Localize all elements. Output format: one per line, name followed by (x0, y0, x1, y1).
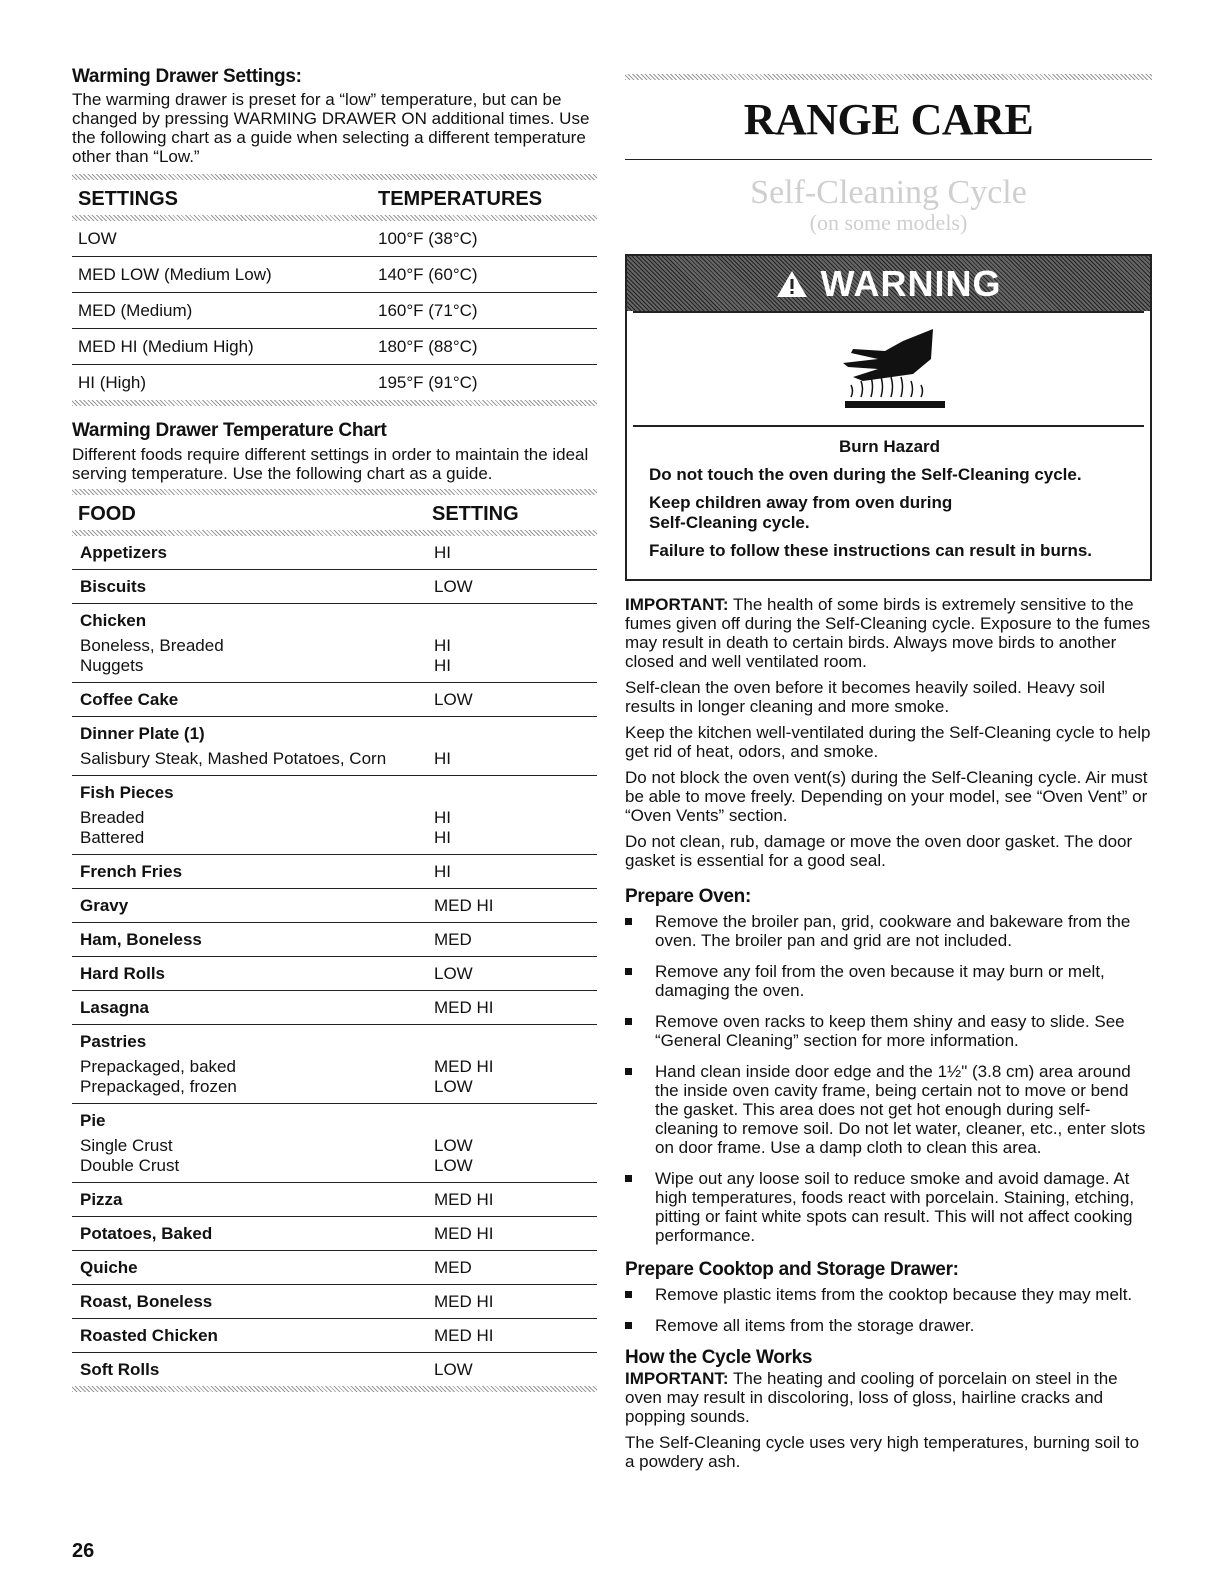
sub-row (80, 828, 593, 848)
table-row (72, 1285, 597, 1319)
table-row (72, 683, 597, 717)
list-item: Remove the broiler pan, grid, cookware and bakeware from the oven. The broiler pan and grid are not included. (625, 912, 1152, 950)
important-label: IMPORTANT: (625, 595, 729, 614)
temperature-cell: 195°F (91°C) (378, 373, 478, 392)
setting-cell: LOW (434, 964, 473, 983)
table-row (72, 293, 597, 329)
sub-row (80, 1136, 593, 1156)
food-cell: Hard Rolls (80, 964, 166, 983)
table-row (72, 1251, 597, 1285)
table-row (72, 1217, 597, 1251)
chart-heading: Warming Drawer Temperature Chart (72, 420, 387, 441)
important-text: The health of some birds is extremely sensitive to the fumes given off during the Self-Cleaning cycle. Exposure to the fumes may result in death to certain birds. Always move birds to another closed and well ventilated room. (625, 595, 1151, 671)
list-item: Remove any foil from the oven because it may burn or melt, damaging the oven. (625, 962, 1152, 1000)
table-row (72, 923, 597, 957)
right-column (625, 74, 1152, 1478)
table-row (72, 570, 597, 604)
setting-cell: MED HI (434, 1326, 494, 1345)
table-row (72, 889, 597, 923)
setting-cell: HI (434, 656, 451, 675)
prepare-cooktop-list (625, 1285, 1152, 1335)
list-item: Wipe out any loose soil to reduce smoke and avoid damage. At high temperatures, foods react with porcelain. Staining, etching, pitting or faint white spots can result. This will not affect cooking performance. (625, 1169, 1152, 1245)
food-variant-cell: Single Crust (80, 1136, 173, 1155)
setting-cell: HI (434, 543, 451, 562)
section-note: (on some models) (809, 210, 968, 235)
body-paragraph: Do not clean, rub, damage or move the oven door gasket. The door gasket is essential for a good seal. (625, 832, 1133, 870)
cycle-important-label: IMPORTANT: (625, 1369, 729, 1388)
settings-table (72, 174, 597, 406)
sub-row (80, 656, 593, 676)
food-cell: Appetizers (80, 543, 167, 562)
settings-intro: The warming drawer is preset for a “low” temperature, but can be changed by pressing WARMING DRAWER ON additional times. Use the following chart as a guide when selecting a different temperature other than “Low.” (72, 90, 590, 166)
food-variant-cell: Boneless, Breaded (80, 636, 224, 655)
important-note (625, 595, 1152, 671)
setting-cell: HI (434, 749, 451, 768)
warning-header (627, 256, 1150, 311)
table-row (72, 776, 597, 855)
sub-row (80, 636, 593, 656)
table-row (72, 1353, 597, 1386)
food-cell: Pizza (80, 1190, 123, 1209)
food-cell: Coffee Cake (80, 690, 179, 709)
food-cell: Biscuits (80, 577, 147, 596)
table-row (72, 604, 597, 683)
table-row (72, 855, 597, 889)
setting-cell: LOW (434, 1156, 473, 1175)
temperature-cell: 100°F (38°C) (378, 229, 478, 248)
warning-label: WARNING (820, 263, 1002, 304)
table-row (72, 257, 597, 293)
setting-cell: HI (434, 636, 451, 655)
list-item: Hand clean inside door edge and the 1½" (3.8 cm) area around the inside oven cavity frame, being certain not to move or bend the gasket. This area does not get hot enough during self-cleaning to remove soil. Do not let water, cleaner, etc., enter slots on door frame. Use a damp cloth to clean this area. (625, 1062, 1152, 1157)
warning-line: Failure to follow these instructions can result in burns. (649, 541, 1093, 560)
table-row (72, 329, 597, 365)
table-row (72, 221, 597, 257)
food-cell: Roast, Boneless (80, 1292, 213, 1311)
setting-cell: LOW (434, 1077, 473, 1096)
cycle-important-text: The heating and cooling of porcelain on steel in the oven may result in discoloring, loss of gloss, hairline cracks and popping sounds. (625, 1369, 1118, 1426)
page-number: 26 (72, 1540, 95, 1562)
warning-text (627, 427, 1150, 579)
setting-col-header: SETTING (432, 503, 519, 525)
setting-cell: LOW (434, 1360, 473, 1379)
food-cell: French Fries (80, 862, 183, 881)
food-cell: Fish Pieces (80, 783, 174, 802)
temperatures-col-header: TEMPERATURES (378, 188, 543, 210)
food-cell: Pastries (80, 1032, 147, 1051)
food-cell: Ham, Boneless (80, 930, 202, 949)
setting-cell: MED HI (434, 896, 494, 915)
setting-cell: MED HI (434, 1190, 494, 1209)
self-clean-body (625, 595, 1152, 1471)
prepare-oven-list (625, 912, 1152, 1245)
table-row (72, 1104, 597, 1183)
list-item: Remove all items from the storage drawer. (625, 1316, 1152, 1335)
list-item: Remove oven racks to keep them shiny and easy to slide. See “General Cleaning” section for more information. (625, 1012, 1152, 1050)
table-row (72, 717, 597, 776)
food-cell: Potatoes, Baked (80, 1224, 213, 1243)
food-variant-cell: Salisbury Steak, Mashed Potatoes, Corn (80, 749, 387, 768)
title-divider (625, 159, 1152, 160)
table-row (72, 1183, 597, 1217)
food-variant-cell: Breaded (80, 808, 145, 827)
food-cell: Pie (80, 1111, 106, 1130)
food-variant-cell: Nuggets (80, 656, 144, 675)
left-column (72, 66, 597, 1392)
setting-cell: MED LOW (Medium Low) (78, 265, 272, 284)
warning-line: Keep children away from oven during Self-Cleaning cycle. (649, 493, 953, 532)
setting-cell: HI (434, 862, 451, 881)
hot-surface-hand-icon (823, 319, 963, 419)
setting-cell: LOW (434, 577, 473, 596)
setting-cell: MED (434, 930, 472, 949)
food-cell: Roasted Chicken (80, 1326, 218, 1345)
food-variant-cell: Battered (80, 828, 145, 847)
food-table-header (72, 495, 597, 530)
temperature-cell: 140°F (60°C) (378, 265, 478, 284)
table-bottom-rule (72, 1386, 597, 1392)
food-col-header: FOOD (78, 503, 136, 525)
temperature-cell: 160°F (71°C) (378, 301, 478, 320)
table-row (72, 1025, 597, 1104)
settings-rows (72, 221, 597, 400)
setting-cell: MED (Medium) (78, 301, 193, 320)
food-variant-cell: Double Crust (80, 1156, 180, 1175)
table-row (72, 991, 597, 1025)
settings-col-header: SETTINGS (78, 188, 179, 210)
food-cell: Dinner Plate (1) (80, 724, 205, 743)
cycle-important-note (625, 1369, 1152, 1426)
list-item: Remove plastic items from the cooktop because they may melt. (625, 1285, 1152, 1304)
food-cell: Soft Rolls (80, 1360, 160, 1379)
food-variant-cell: Prepackaged, baked (80, 1057, 236, 1076)
body-paragraph: Self-clean the oven before it becomes heavily soiled. Heavy soil results in longer cleaning and more smoke. (625, 678, 1106, 716)
setting-cell: MED HI (434, 1224, 494, 1243)
sub-row (80, 1057, 593, 1077)
food-table (72, 489, 597, 1392)
setting-cell: HI (434, 808, 451, 827)
sub-row (80, 808, 593, 828)
setting-cell: LOW (434, 690, 473, 709)
food-cell: Chicken (80, 611, 147, 630)
setting-cell: MED HI (Medium High) (78, 337, 254, 356)
prepare-oven-heading: Prepare Oven: (625, 886, 751, 907)
food-rows (72, 536, 597, 1386)
cycle-paragraph: The Self-Cleaning cycle uses very high temperatures, burning soil to a powdery ash. (625, 1433, 1140, 1471)
warning-triangle-icon (775, 263, 820, 304)
table-row (72, 365, 597, 400)
chart-intro: Different foods require different settings in order to maintain the ideal serving temperature. Use the following chart as a guide. (72, 445, 589, 483)
food-cell: Quiche (80, 1258, 138, 1277)
temperature-cell: 180°F (88°C) (378, 337, 478, 356)
page-title: RANGE CARE (743, 95, 1034, 144)
body-paragraph: Keep the kitchen well-ventilated during the Self-Cleaning cycle to help get rid of heat, odors, and smoke. (625, 723, 1151, 761)
burn-hazard-pictogram (633, 311, 1144, 427)
section-title: Self-Cleaning Cycle (750, 174, 1027, 211)
body-paragraph: Do not block the oven vent(s) during the Self-Cleaning cycle. Air must be able to move freely. Depending on your model, see “Oven Vent” or “Oven Vents” section. (625, 768, 1148, 825)
setting-cell: HI (434, 828, 451, 847)
warning-line: Do not touch the oven during the Self-Cleaning cycle. (649, 465, 1082, 484)
setting-cell: MED (434, 1258, 472, 1277)
food-variant-cell: Prepackaged, frozen (80, 1077, 237, 1096)
hazard-title: Burn Hazard (838, 437, 941, 456)
food-cell: Gravy (80, 896, 129, 915)
prepare-cooktop-heading: Prepare Cooktop and Storage Drawer: (625, 1259, 959, 1280)
table-row (72, 1319, 597, 1353)
table-bottom-rule (72, 400, 597, 406)
setting-cell: HI (High) (78, 373, 147, 392)
table-row (72, 536, 597, 570)
setting-cell: LOW (78, 229, 117, 248)
sub-row (80, 749, 593, 769)
setting-cell: MED HI (434, 1057, 494, 1076)
cycle-heading: How the Cycle Works (625, 1347, 813, 1368)
sub-row (80, 1077, 593, 1097)
setting-cell: MED HI (434, 1292, 494, 1311)
sub-row (80, 1156, 593, 1176)
setting-cell: MED HI (434, 998, 494, 1017)
food-cell: Lasagna (80, 998, 149, 1017)
warning-box (625, 254, 1152, 581)
settings-table-header (72, 180, 597, 215)
table-row (72, 957, 597, 991)
settings-heading: Warming Drawer Settings: (72, 66, 302, 87)
setting-cell: LOW (434, 1136, 473, 1155)
